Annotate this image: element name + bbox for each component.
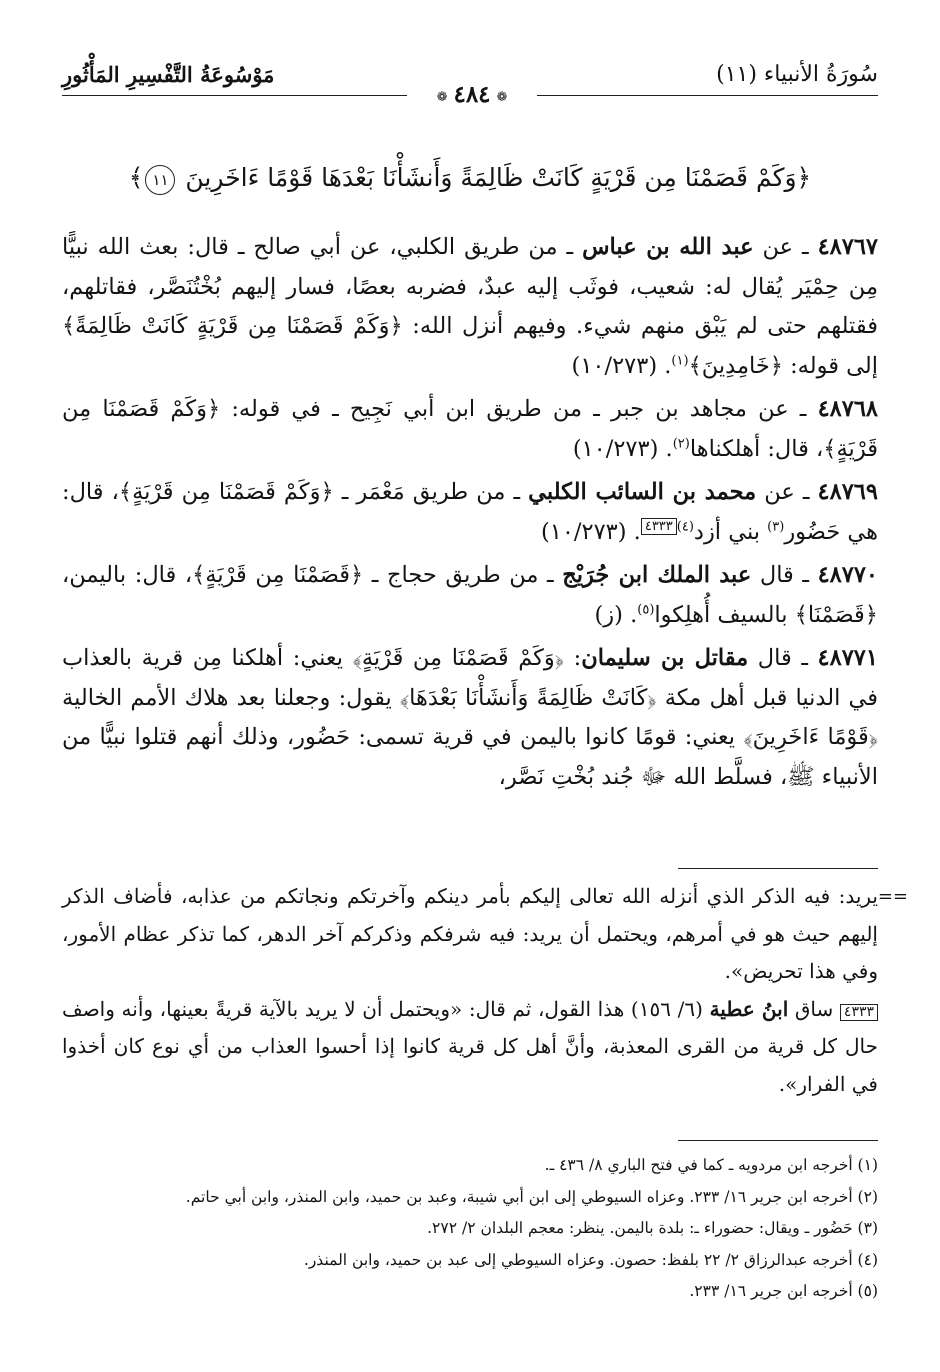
commentary-paragraph: [62, 991, 878, 1104]
page-number-box: [407, 82, 537, 108]
commentary-text: (٦/ ١٥٦) هذا القول، ثم قال: «ويحتمل أن لا يريد بالآية قريةً بعينها، وأنه واصف حال كل قرية من القرى المعذبة، وأنَّ أهل كل قرية كانوا إذا أحسوا العذاب من أي نوع كان أخذوا في الفرار».: [62, 996, 878, 1096]
narration-text: ـ من طريق مَعْمَر ـ ﴿وَكَمْ قَصَمْنَا مِن قَرْيَةٍ﴾، قال: هي حَضُور: [62, 479, 878, 545]
commentary-author: ابنُ عطية: [709, 996, 789, 1021]
running-header: [62, 52, 878, 114]
narration-lead: ـ عن: [756, 479, 818, 505]
footnote-ref: (٢): [672, 436, 690, 451]
footnote-ref: (٣): [767, 519, 785, 534]
main-text: [62, 228, 878, 801]
commentary-lead: ساق: [788, 996, 840, 1021]
narration-lead: ـ عن: [753, 234, 818, 260]
narration-lead: ـ عن مجاهد بن جبر ـ من طريق ابن أبي نَجِيح ـ في قوله:: [220, 396, 818, 422]
narration-entry: [62, 473, 878, 552]
narration-number: ٤٨٧٧١: [817, 645, 878, 671]
narration-text: ـ من طريق حجاج ـ ﴿قَصَمْنَا مِن قَرْيَةٍ﴾، قال: باليمن، ﴿قَصَمْنَا﴾ بالسيف أُهلِكوا: [62, 562, 878, 628]
narration-text-continued: بني أزد: [693, 518, 768, 545]
source-ref: . (١٠/٢٧٣): [571, 352, 672, 379]
commentary-paragraph: يريد: فيه الذكر الذي أنزله الله تعالى إليكم بأمر دينكم وآخرتكم ونجاتكم من عذابه، فأضاف الذكر إليهم حيث هو في أمرهم، ويحتمل أن يريد: فيه شرفكم وذكركم آخر الدهر، كما تذكر عظام الأمور، وفي هذا تحريض».: [62, 884, 878, 983]
footnote-separator: [678, 1140, 878, 1141]
narration-entry: [62, 556, 878, 635]
narration-number: ٤٨٧٧٠: [817, 562, 878, 588]
footnote: (٣) حَضُور ـ ويقال: حضوراء ـ: بلدة باليمن. ينظر: معجم البلدان ٢/ ٢٧٢.: [427, 1219, 878, 1237]
narrator-name: عبد الله بن عباس: [582, 234, 754, 260]
commentary-section: [62, 878, 908, 1103]
source-ref: . (١٠/٢٧٣): [540, 518, 641, 545]
narration-lead: ـ قال: [748, 645, 818, 671]
narration-number: ٤٨٧٦٩: [817, 479, 878, 505]
footnote: (٤) أخرجه عبدالرزاق ٢/ ٢٢ بلفظ: حصون. وعزاه السيوطي إلى عبد بن حميد، وابن المنذر.: [303, 1250, 878, 1269]
commentary-ref-box: ٤٣٣٣: [641, 518, 677, 535]
book-title: مَوْسُوعَةُ التَّفْسِيرِ المَأْثُورِ: [62, 62, 275, 87]
ornament-icon: ❁: [496, 90, 508, 105]
footnote: (٥) أخرجه ابن جرير ١٦/ ٢٣٣.: [689, 1282, 878, 1300]
footnote-separator: [678, 868, 878, 869]
narration-entry: [62, 228, 878, 386]
narration-lead: ـ قال: [751, 562, 818, 588]
page-number: ٤٨٤: [453, 81, 491, 108]
narration-text: ﴿وَكَمْ قَصَمْنَا مِن قَرْيَةٍ﴾، قال: أهلكناها: [62, 396, 878, 462]
narration-text: ـ من طريق الكلبي، عن أبي صالح ـ قال: بعث الله نبيًّا مِن حِمْيَر يُقال له: شعيب، فوثَب إليه عبدٌ، فضربه بعصًا، فسار إليهم بُخْتُنَصَّر، فقاتلهم، فقتلهم حتى لم يَبْق منهم شيء. وفيهم أنزل الله: ﴿وَكَمْ قَصَمْنَا مِن قَرْيَةٍ كَانَتْ ظَالِمَةً﴾ إلى قوله: ﴿خَامِدِينَ﴾: [62, 234, 878, 379]
footnote: (٢) أخرجه ابن جرير ١٦/ ٢٣٣. وعزاه السيوطي إلى ابن أبي شيبة، وعبد بن حميد، وابن المنذر، وابن أبي حاتم.: [185, 1187, 878, 1206]
footnote-ref: (٥): [637, 602, 655, 617]
footnotes: [62, 1150, 878, 1308]
footnote-ref: (٤): [676, 519, 694, 534]
narration-text: : ﴿وَكَمْ قَصَمْنَا مِن قَرْيَةٍ﴾ يعني: أهلكنا مِن قرية بالعذاب في الدنيا قبل أهل مكة ﴿كَانَتْ ظَالِمَةً وَأَنشَأْنَا بَعْدَهَا﴾ يقول: وجعلنا بعد هلاك الأمم الخالية ﴿قَوْمًا ءَاخَرِينَ﴾ يعني: قومًا كانوا باليمن في قرية تسمى: حَضُور، وذلك أنهم قتلوا نبيًّا من الأنبياء ﷺ، فسلَّط الله ﷻ جُند بُخْتِ نَصَّر،: [62, 645, 878, 790]
narration-entry: [62, 639, 878, 797]
source-ref: . (١٠/٢٧٣): [572, 435, 673, 462]
commentary-ref-box: ٤٣٣٣: [840, 1004, 878, 1021]
narration-entry: [62, 390, 878, 469]
narrator-name: مقاتل بن سليمان: [581, 645, 749, 671]
source-ref: . (ز): [594, 601, 638, 628]
verse-text: ﴿وَكَمْ قَصَمْنَا مِن قَرْيَةٍ كَانَتْ ظَالِمَةً وَأَنشَأْنَا بَعْدَهَا قَوْمًا ءَاخَرِينَ: [185, 163, 812, 192]
footnote: (١) أخرجه ابن مردويه ـ كما في فتح الباري ٨/ ٤٣٦ ـ.: [544, 1156, 878, 1174]
narration-number: ٤٨٧٦٨: [817, 396, 878, 422]
narration-number: ٤٨٧٦٧: [817, 234, 878, 260]
continuation-marker: ==: [877, 886, 908, 907]
verse-close: ﴾: [128, 163, 144, 192]
footnote-ref: (١): [671, 353, 689, 368]
narrator-name: محمد بن السائب الكلبي: [528, 479, 757, 505]
ayah-number: ١١: [145, 165, 175, 195]
surah-title: سُورَةُ الأنبياء (١١): [716, 62, 878, 87]
narrator-name: عبد الملك ابن جُرَيْج: [562, 562, 752, 588]
verse-heading: [62, 158, 878, 198]
ornament-icon: ❁: [436, 90, 448, 105]
